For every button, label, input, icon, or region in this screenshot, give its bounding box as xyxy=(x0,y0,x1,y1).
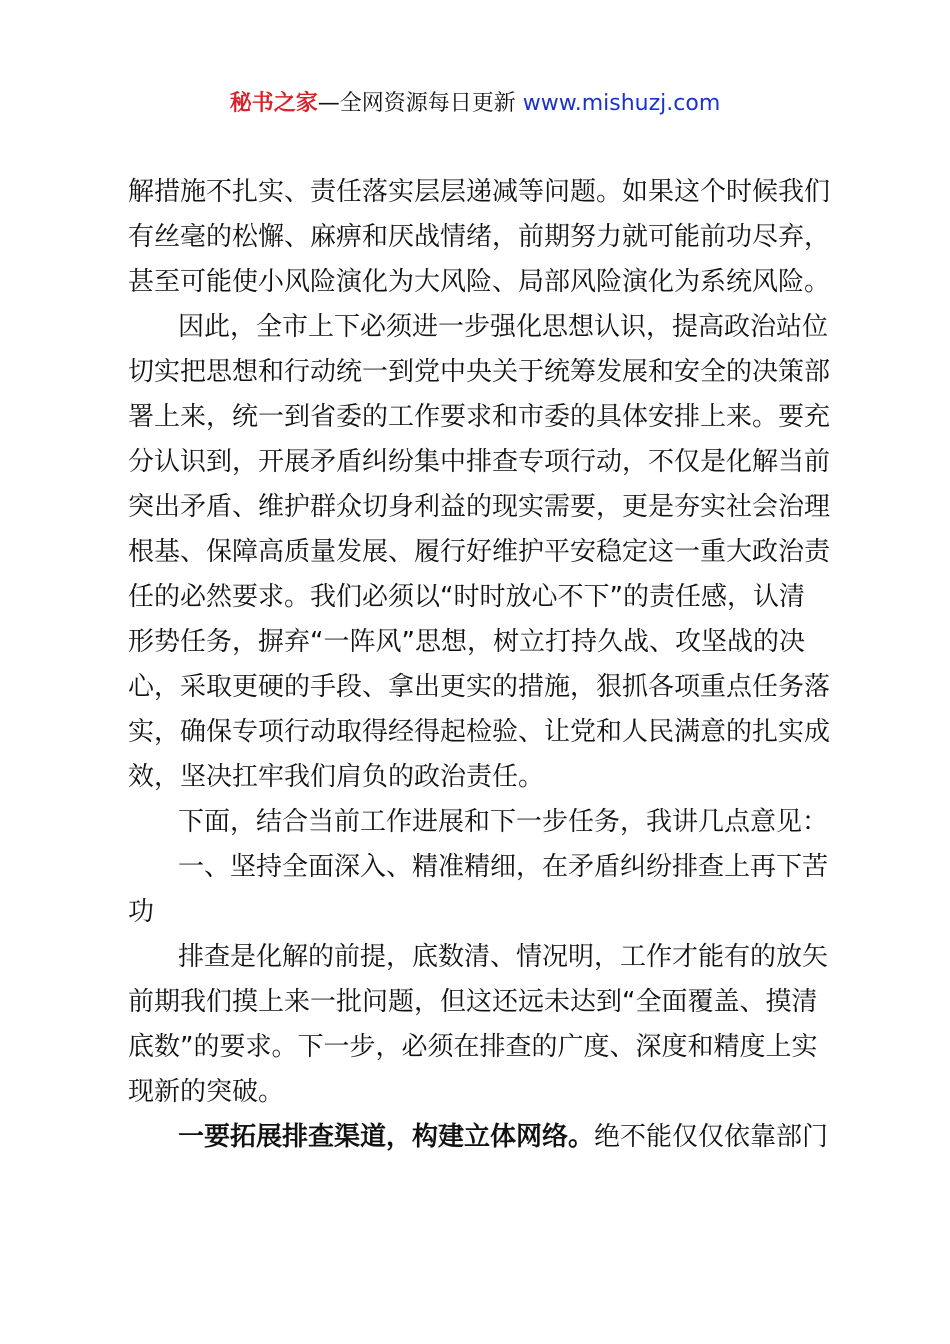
text-line: 突出矛盾、维护群众切身利益的现实需要，更是夯实社会治理 xyxy=(128,492,831,522)
site-tagline: —全网资源每日更新 xyxy=(317,91,523,116)
watermark-header xyxy=(0,88,950,120)
text-line: 署上来，统一到省委的工作要求和市委的具体安排上来。要充 xyxy=(128,402,831,432)
section-heading-continuation: 功 xyxy=(128,897,155,927)
site-brand: 秘书之家 xyxy=(229,91,318,116)
text-line: 心，采取更硬的手段、拿出更实的措施，狠抓各项重点任务落 xyxy=(128,672,831,702)
text-line: 根基、保障高质量发展、履行好维护平安稳定这一重大政治责 xyxy=(128,537,831,567)
text-line: 现新的突破。 xyxy=(128,1077,285,1107)
text-line: 下面，结合当前工作进展和下一步任务，我讲几点意见： xyxy=(178,807,829,837)
text-line: 切实把思想和行动统一到党中央关于统筹发展和安全的决策部 xyxy=(128,357,831,387)
section-heading: 一、坚持全面深入、精准精细，在矛盾纠纷排查上再下苦 xyxy=(178,852,829,882)
text-line: 因此，全市上下必须进一步强化思想认识，提高政治站位 xyxy=(178,312,829,342)
bold-lead-phrase: 一要拓展排查渠道，构建立体网络。 xyxy=(178,1122,595,1152)
text-line: 底数”的要求。下一步，必须在排查的广度、深度和精度上实 xyxy=(128,1032,818,1062)
text-line: 分认识到，开展矛盾纠纷集中排查专项行动，不仅是化解当前 xyxy=(128,447,831,477)
text-line: 有丝毫的松懈、麻痹和厌战情绪，前期努力就可能前功尽弃， xyxy=(128,222,831,252)
text-line: 解措施不扎实、责任落实层层递减等问题。如果这个时候我们 xyxy=(128,177,831,207)
text-line-rest: 绝不能仅仅依靠部门 xyxy=(594,1122,829,1152)
text-line: 实，确保专项行动取得经得起检验、让党和人民满意的扎实成 xyxy=(128,717,831,747)
text-line-last xyxy=(128,1115,838,1160)
text-line: 任的必然要求。我们必须以“时时放心不下”的责任感，认清 xyxy=(128,582,805,612)
text-line: 效，坚决扛牢我们肩负的政治责任。 xyxy=(128,762,545,792)
document-body xyxy=(128,170,838,1160)
text-line: 形势任务，摒弃“一阵风”思想，树立打持久战、攻坚战的决 xyxy=(128,627,805,657)
text-line: 前期我们摸上来一批问题，但这还远未达到“全面覆盖、摸清 xyxy=(128,987,818,1017)
site-url[interactable]: www.mishuzj.com xyxy=(522,91,721,116)
text-line: 排查是化解的前提，底数清、情况明，工作才能有的放矢 xyxy=(178,942,829,972)
text-line: 甚至可能使小风险演化为大风险、局部风险演化为系统风险。 xyxy=(128,267,831,297)
